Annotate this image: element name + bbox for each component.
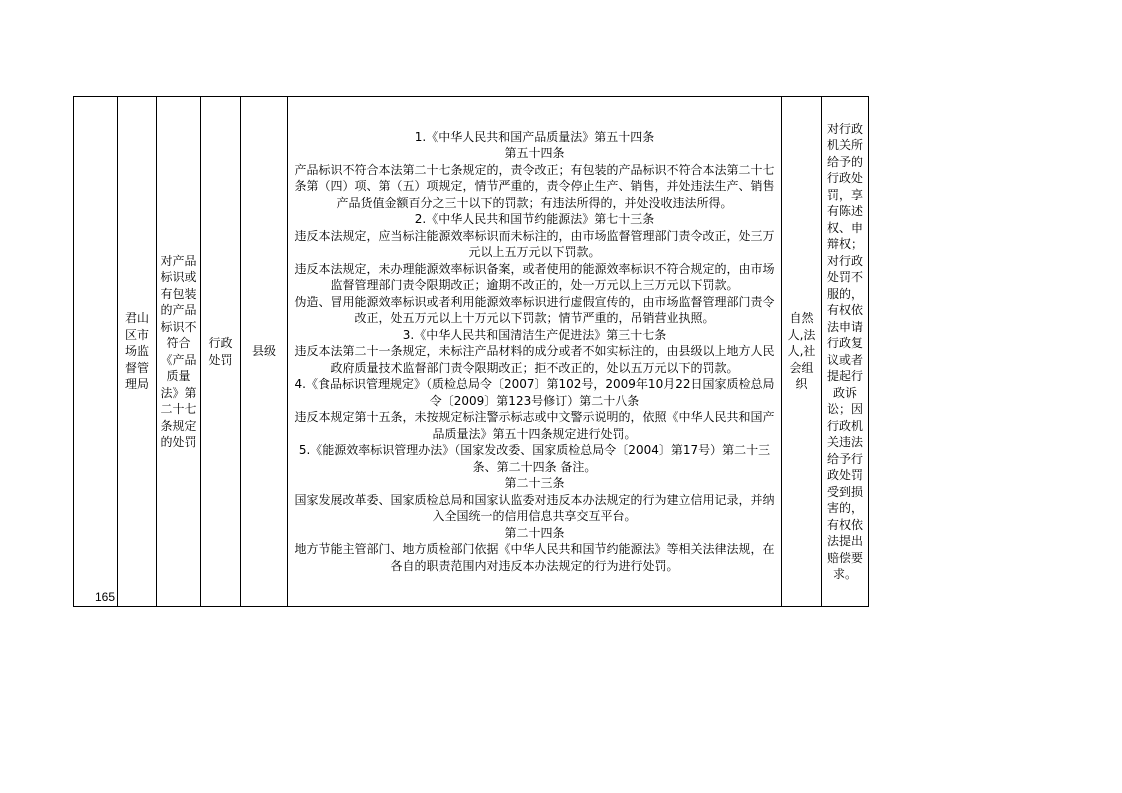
basis-line: 第二十三条 [504,476,565,491]
basis-line: 产品标识不符合本法第二十七条规定的，责令改正；有包装的产品标识不符合本法第二十七条第（四）项、第（五）项规定，情节严重的，责令停止生产、销售，并处违法生产、销售产品货值金额百分之三十以下的罚款；有违法所得的，并处没收违法所得。 [294,162,775,210]
table-row [74,97,869,607]
basis-line: 伪造、冒用能源效率标识或者利用能源效率标识进行虚假宣传的，由市场监督管理部门责令改正，处五万元以上十万元以下罚款；情节严重的，吊销营业执照。 [294,294,775,326]
basis-line: 1.《中华人民共和国产品质量法》第五十四条 [414,129,655,144]
basis-line: 违反本法规定，应当标注能源效率标识而未标注的，由市场监督管理部门责令改正，处三万元以上五万元以下罚款。 [294,228,775,260]
basis-line: 第二十四条 [504,525,565,540]
basis-line: 2.《中华人民共和国节约能源法》第七十三条 [414,212,655,227]
basis-line: 第五十四条 [504,146,565,161]
category-cell: 行政处罚 [201,97,241,607]
basis-line: 违反本法第二十一条规定，未标注产品材料的成分或者不如实标注的，由县级以上地方人民政府质量技术监督部门责令限期改正；拒不改正的，处以五万元以下的罚款。 [294,344,775,375]
basis-line: 违反本规定第十五条，未按规定标注警示标志或中文警示说明的，依照《中华人民共和国产品质量法》第五十四条规定进行处罚。 [294,410,775,441]
item-name-cell: 对产品标识或有包装的产品标识不符合《产品质量法》第二十七条规定的处罚 [157,97,201,607]
level-cell: 县级 [241,97,288,607]
basis-line: 违反本法规定，未办理能源效率标识备案，或者使用的能源效率标识不符合规定的，由市场监督管理部门责令限期改正；逾期不改正的，处一万元以上三万元以下罚款。 [294,261,775,293]
basis-line: 3.《中华人民共和国清洁生产促进法》第三十七条 [402,327,667,342]
department-cell: 君山区市场监督管理局 [118,97,157,607]
basis-line: 地方节能主管部门、地方质检部门依据《中华人民共和国节约能源法》等相关法律法规，在各自的职责范围内对违反本办法规定的行为进行处罚。 [294,542,775,573]
row-number: 165 [74,97,118,607]
basis-line: 国家发展改革委、国家质检总局和国家认监委对违反本办法规定的行为建立信用记录，并纳入全国统一的信用信息共享交互平台。 [294,492,775,524]
rights-cell: 对行政机关所给予的行政处罚，享有陈述权、申辩权；对行政处罚不服的，有权依法申请行政复议或者提起行政诉讼；因行政机关违法给予行政处罚受到损害的，有权依法提出赔偿要求。 [822,97,869,607]
basis-line: 4.《食品标识管理规定》（质检总局令〔2007〕第102号，2009年10月22日国家质检总局令〔2009〕第123号修订）第二十八条 [294,377,775,408]
legal-basis-cell [288,97,782,607]
target-cell: 自然人,法人,社会组织 [782,97,822,607]
law-table [73,96,869,607]
basis-line: 5.《能源效率标识管理办法》（国家发改委、国家质检总局令〔2004〕第17号）第二十三条、第二十四条 备注。 [298,443,771,474]
